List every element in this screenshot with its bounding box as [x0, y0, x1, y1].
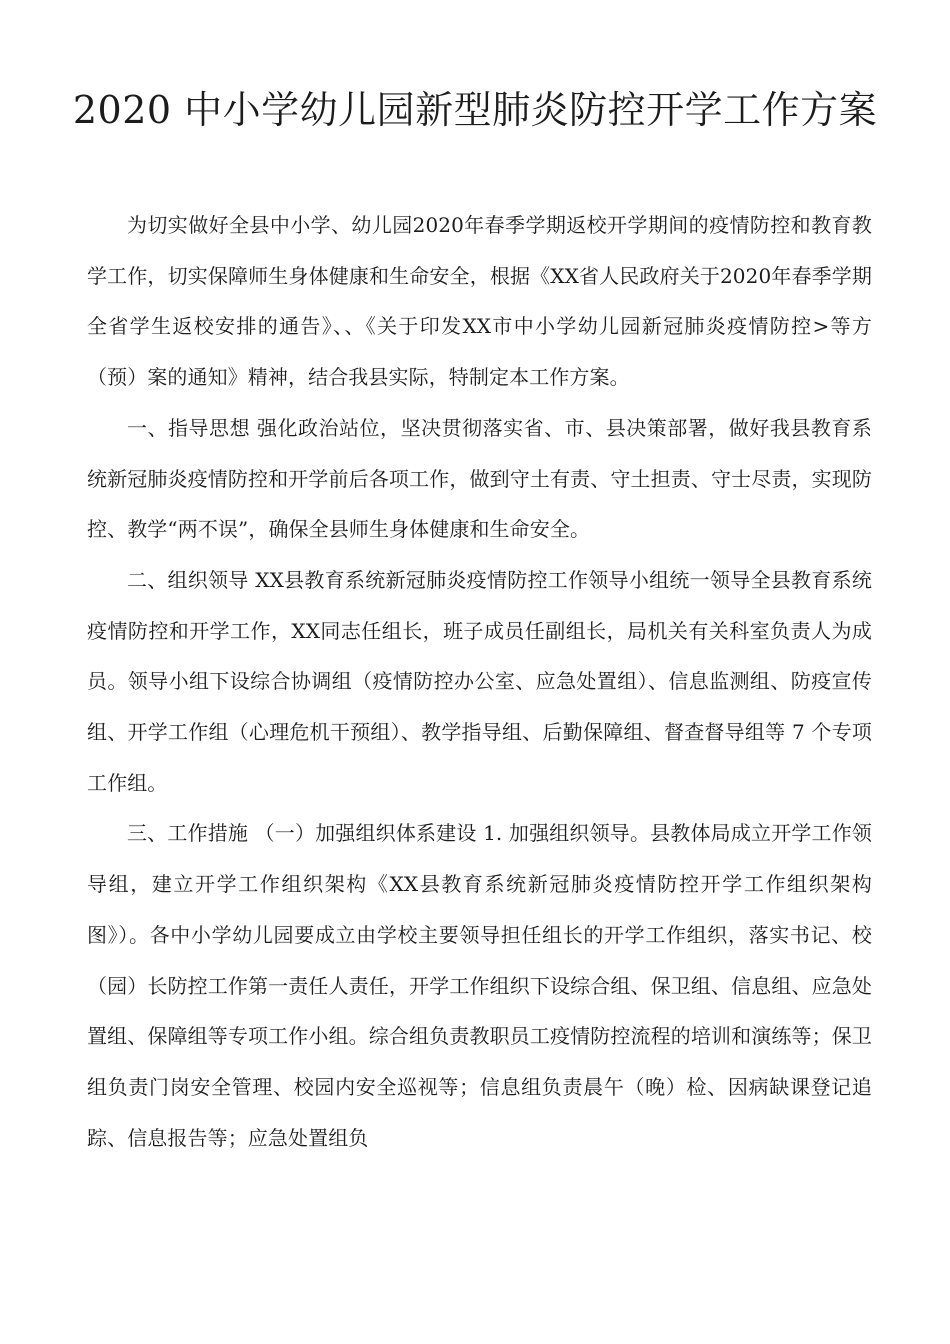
- paragraph-guiding-principle: 一、指导思想 强化政治站位，坚决贯彻落实省、市、县决策部署，做好我县教育系统新冠肺炎疫情防控和开学前后各项工作，做到守土有责、守土担责、守士尽责，实现防控、教学“两不误”，确保全县师生身体健康和生命安全。: [87, 415, 872, 542]
- paragraph-work-measures: 三、工作措施 （一）加强组织体系建设 1. 加强组织领导。县教体局成立开学工作领导组，建立开学工作组织架构《XX县教育系统新冠肺炎疫情防控开学工作组织架构图》）。各中小学幼儿园要成立由学校主要领导担任组长的开学工作组织，落实书记、校（园）长防控工作第一责任人责任，开学工作组织下设综合组、保卫组、信息组、应急处置组、保障组等专项工作小组。综合组负责教职员工疫情防控流程的培训和演练等；保卫组负责门岗安全管理、校园内安全巡视等；信息组负责晨午（晚）检、因病缺课登记追踪、信息报告等；应急处置组负: [87, 821, 872, 1150]
- document-title: 2020 中小学幼儿园新型肺炎防控开学工作方案: [72, 88, 878, 132]
- document-body: [87, 200, 872, 1163]
- paragraph-intro: 为切实做好全县中小学、幼儿园2020年春季学期返校开学期间的疫情防控和教育教学工作，切实保障师生身体健康和生命安全，根据《XX省人民政府关于2020年春季学期全省学生返校安排的通告》、、《关于印发XX市中小学幼儿园新冠肺炎疫情防控>等方（预）案的通知》精神，结合我县实际，特制定本工作方案。: [87, 213, 872, 390]
- paragraph-organization: 二、组织领导 XX县教育系统新冠肺炎疫情防控工作领导小组统一领导全县教育系统疫情防控和开学工作，XX同志任组长，班子成员任副组长，局机关有关科室负责人为成员。领导小组下设综合协调组（疫情防控办公室、应急处置组）、信息监测组、防疫宣传组、开学工作组（心理危机干预组）、教学指导组、后勤保障组、督查督导组等 7 个专项工作组。: [87, 567, 872, 795]
